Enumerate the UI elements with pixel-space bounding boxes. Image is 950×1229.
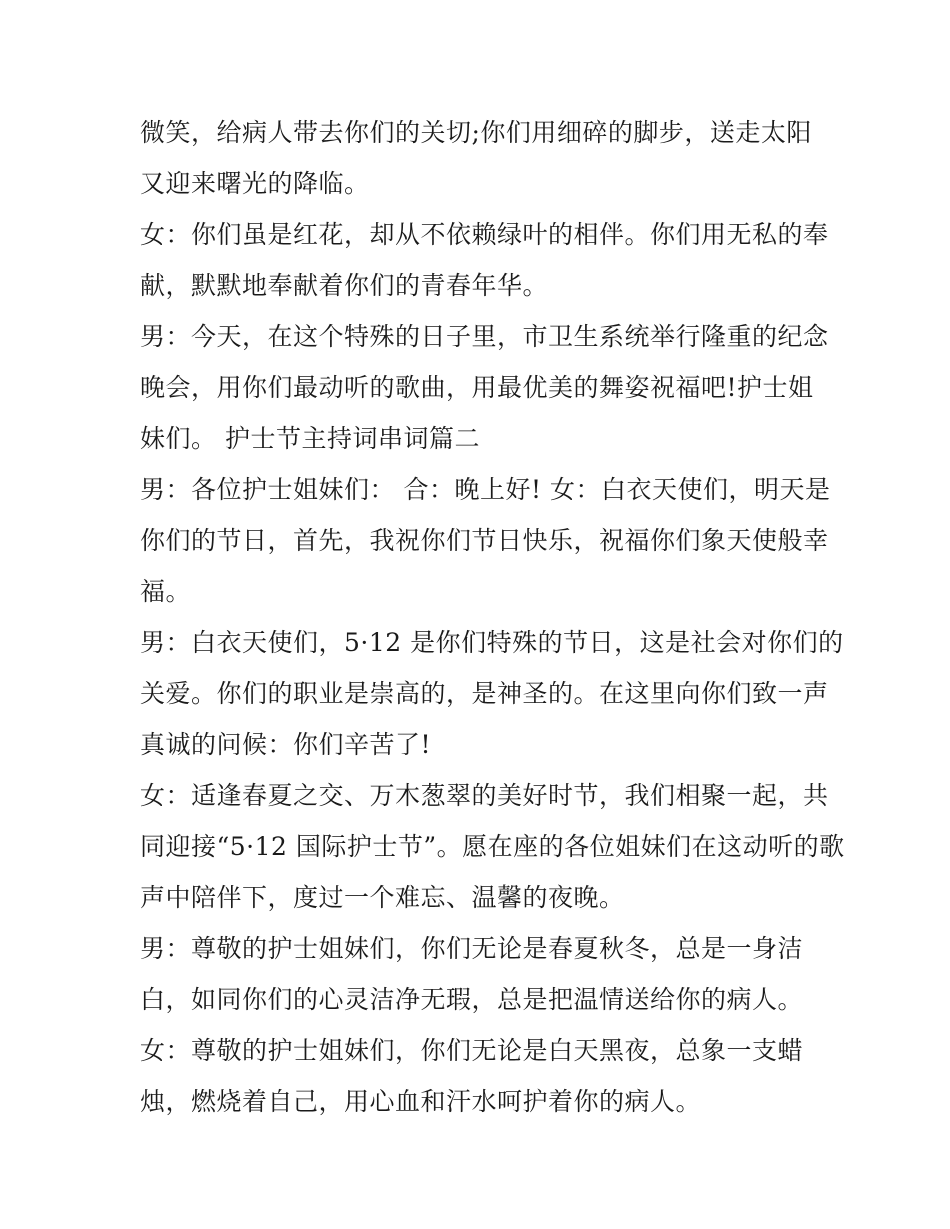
text-line: 真诚的问候：你们辛苦了! — [140, 730, 432, 759]
text-line: 女：你们虽是红花，却从不依赖绿叶的相伴。你们用无私的奉 — [140, 220, 829, 249]
text-line: 女：尊敬的护士姐妹们，你们无论是白天黑夜，总象一支蜡 — [140, 1036, 804, 1065]
text-line: 声中陪伴下，度过一个难忘、温馨的夜晚。 — [140, 883, 625, 912]
text-line: 白，如同你们的心灵洁净无瑕，总是把温情送给你的病人。 — [140, 985, 804, 1014]
text-line: 又迎来曙光的降临。 — [140, 169, 370, 198]
document-body — [140, 107, 845, 1127]
text-line: 妹们。 护士节主持词串词篇二 — [140, 424, 480, 453]
text-line: 献，默默地奉献着你们的青春年华。 — [140, 271, 549, 300]
text-line: 你们的节日，首先，我祝你们节日快乐，祝福你们象天使般幸 — [140, 526, 829, 555]
text-line: 晚会，用你们最动听的歌曲，用最优美的舞姿祝福吧!护士姐 — [140, 373, 814, 402]
text-line: 男：各位护士姐妹们： 合：晚上好! 女：白衣天使们，明天是 — [140, 475, 831, 504]
text-line: 同迎接“5·12 国际护士节”。愿在座的各位姐妹们在这动听的歌 — [140, 832, 845, 861]
text-line: 烛，燃烧着自己，用心血和汗水呵护着你的病人。 — [140, 1087, 702, 1116]
text-line: 女：适逢春夏之交、万木葱翠的美好时节，我们相聚一起，共 — [140, 781, 829, 810]
text-line: 微笑，给病人带去你们的关切;你们用细碎的脚步，送走太阳 — [140, 118, 812, 147]
text-line: 关爱。你们的职业是崇高的，是神圣的。在这里向你们致一声 — [140, 679, 829, 708]
text-line: 福。 — [140, 577, 192, 606]
text-line: 男：今天，在这个特殊的日子里，市卫生系统举行隆重的纪念 — [140, 322, 829, 351]
text-line: 男：尊敬的护士姐妹们，你们无论是春夏秋冬，总是一身洁 — [140, 934, 804, 963]
text-line: 男：白衣天使们，5·12 是你们特殊的节日，这是社会对你们的 — [140, 628, 844, 657]
